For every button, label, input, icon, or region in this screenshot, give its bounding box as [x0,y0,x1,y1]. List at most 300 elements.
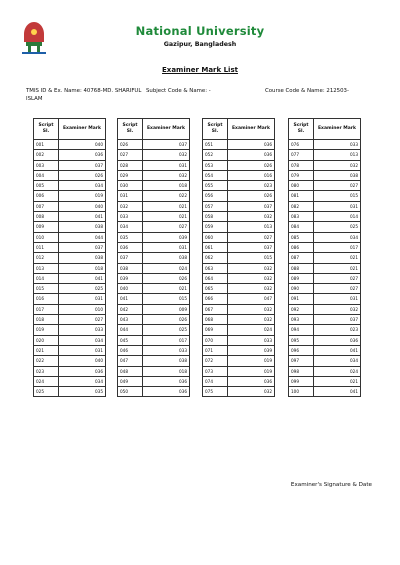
script-serial: 034 [118,222,143,232]
script-serial: 011 [34,242,59,252]
script-serial: 064 [203,273,228,283]
examiner-mark: 041 [314,345,361,355]
table-row [118,170,190,180]
examiner-mark: 015 [228,253,275,263]
examiner-mark: 009 [143,304,190,314]
table-row [118,212,190,222]
table-row [118,325,190,335]
script-column-header: Script Sl. [118,119,143,140]
examiner-mark: 036 [228,150,275,160]
examiner-mark: 027 [314,273,361,283]
examiner-mark: 034 [59,376,106,386]
script-serial: 045 [118,335,143,345]
script-serial: 028 [118,160,143,170]
table-row [118,366,190,376]
table-row [34,253,106,263]
examiner-mark: 032 [228,387,275,397]
script-serial: 098 [289,366,314,376]
examiner-mark: 021 [314,376,361,386]
examiner-mark: 037 [143,140,190,150]
table-row [34,325,106,335]
examiner-mark: 027 [143,222,190,232]
script-serial: 096 [289,345,314,355]
examiner-mark: 016 [228,170,275,180]
examiner-mark: 040 [59,201,106,211]
examiner-mark: 039 [143,232,190,242]
mark-table [202,118,275,397]
table-row [118,294,190,304]
table-row [203,315,275,325]
script-serial: 029 [118,170,143,180]
table-row [289,284,361,294]
script-serial: 059 [203,222,228,232]
examiner-mark: 033 [314,140,361,150]
subject-info: Subject Code & Name: - [146,88,211,94]
script-serial: 066 [203,294,228,304]
examiner-mark: 038 [143,356,190,366]
table-row [203,294,275,304]
script-serial: 014 [34,273,59,283]
examiner-mark: 026 [228,160,275,170]
examiner-mark: 038 [59,222,106,232]
table-row [289,304,361,314]
table-row [203,232,275,242]
examiner-mark: 038 [59,253,106,263]
script-serial: 043 [118,315,143,325]
examiner-mark: 032 [314,160,361,170]
script-serial: 092 [289,304,314,314]
table-row [289,181,361,191]
script-serial: 057 [203,201,228,211]
examiner-mark: 032 [228,273,275,283]
script-serial: 069 [203,325,228,335]
script-serial: 074 [203,376,228,386]
table-row [289,376,361,386]
table-row [203,284,275,294]
examiner-mark: 037 [59,160,106,170]
script-column-header: Script Sl. [289,119,314,140]
script-serial: 039 [118,273,143,283]
script-serial: 076 [289,140,314,150]
table-row [203,140,275,150]
examiner-mark: 033 [143,345,190,355]
script-serial: 061 [203,242,228,252]
script-serial: 032 [118,201,143,211]
examiner-mark: 036 [228,376,275,386]
table-row [118,253,190,263]
examiner-mark: 036 [59,366,106,376]
examiner-mark: 027 [314,181,361,191]
script-serial: 099 [289,376,314,386]
mark-table [288,118,361,397]
table-row [34,273,106,283]
script-serial: 001 [34,140,59,150]
script-serial: 046 [118,345,143,355]
table-row [118,376,190,386]
script-serial: 016 [34,294,59,304]
examiner-mark: 014 [314,212,361,222]
script-serial: 030 [118,181,143,191]
examiner-mark: 027 [59,315,106,325]
script-serial: 095 [289,335,314,345]
table-row [203,325,275,335]
script-serial: 002 [34,150,59,160]
examiner-mark: 032 [143,150,190,160]
table-row [203,150,275,160]
examiner-mark: 017 [314,242,361,252]
script-serial: 081 [289,191,314,201]
script-serial: 037 [118,253,143,263]
script-serial: 079 [289,170,314,180]
script-serial: 038 [118,263,143,273]
script-serial: 062 [203,253,228,263]
script-serial: 049 [118,376,143,386]
table-row [34,376,106,386]
examiner-mark: 032 [143,170,190,180]
examiner-mark: 013 [228,222,275,232]
script-serial: 047 [118,356,143,366]
table-row [118,304,190,314]
table-row [203,170,275,180]
course-info: Course Code & Name: 212503- [265,88,349,94]
table-row [289,242,361,252]
examiner-mark: 032 [228,284,275,294]
table-row [289,345,361,355]
table-row [203,160,275,170]
script-serial: 094 [289,325,314,335]
script-serial: 044 [118,325,143,335]
examiner-signature-label: Examiner's Signature & Date [290,482,372,488]
examiner-mark: 032 [228,315,275,325]
script-serial: 053 [203,160,228,170]
university-name: National University [135,24,265,38]
table-row [34,335,106,345]
examiner-mark: 015 [143,294,190,304]
examiner-mark: 040 [59,140,106,150]
script-serial: 027 [118,150,143,160]
mark-table [33,118,106,397]
script-serial: 048 [118,366,143,376]
script-serial: 031 [118,191,143,201]
script-serial: 004 [34,170,59,180]
examiner-mark: 023 [228,181,275,191]
table-row [289,366,361,376]
script-serial: 041 [118,294,143,304]
mark-column-header: Examiner Mark [228,119,275,140]
script-serial: 063 [203,263,228,273]
table-row [289,294,361,304]
examiner-info: TMIS ID & Ex. Name: 40768-MD. SHARIFUL ISLAM [26,88,142,102]
table-row [118,140,190,150]
table-row [118,181,190,191]
script-serial: 082 [289,201,314,211]
table-row [203,304,275,314]
table-row [118,315,190,325]
script-serial: 051 [203,140,228,150]
table-row [289,232,361,242]
examiner-mark: 036 [143,376,190,386]
script-serial: 052 [203,150,228,160]
script-serial: 080 [289,181,314,191]
examiner-mark: 038 [143,253,190,263]
table-row [289,315,361,325]
table-row [289,325,361,335]
examiner-mark: 032 [314,304,361,314]
script-serial: 036 [118,242,143,252]
table-row [118,222,190,232]
table-row [289,335,361,345]
examiner-mark: 010 [59,304,106,314]
script-serial: 026 [118,140,143,150]
table-row [34,315,106,325]
script-serial: 065 [203,284,228,294]
examiner-mark: 019 [228,366,275,376]
script-column-header: Script Sl. [203,119,228,140]
script-serial: 075 [203,387,228,397]
script-serial: 067 [203,304,228,314]
script-serial: 050 [118,387,143,397]
examiner-mark: 018 [143,366,190,376]
script-serial: 070 [203,335,228,345]
table-row [34,304,106,314]
table-row [289,191,361,201]
script-serial: 054 [203,170,228,180]
exam-info [26,88,376,106]
examiner-mark: 026 [143,315,190,325]
table-row [34,201,106,211]
table-row [289,150,361,160]
script-serial: 055 [203,181,228,191]
script-serial: 058 [203,212,228,222]
script-serial: 012 [34,253,59,263]
examiner-mark: 021 [143,212,190,222]
table-row [34,181,106,191]
examiner-mark: 033 [228,335,275,345]
script-serial: 019 [34,325,59,335]
table-row [203,263,275,273]
document-title: Examiner Mark List [162,66,238,74]
table-row [289,201,361,211]
table-row [203,335,275,345]
table-row [34,160,106,170]
examiner-mark: 032 [228,263,275,273]
table-row [118,160,190,170]
table-row [289,263,361,273]
table-row [118,335,190,345]
script-serial: 072 [203,356,228,366]
examiner-mark: 031 [314,201,361,211]
script-serial: 022 [34,356,59,366]
table-row [118,201,190,211]
examiner-mark: 024 [314,366,361,376]
table-row [289,170,361,180]
table-row [118,356,190,366]
script-serial: 068 [203,315,228,325]
script-serial: 009 [34,222,59,232]
examiner-mark: 022 [143,191,190,201]
examiner-mark: 036 [228,140,275,150]
table-row [34,232,106,242]
script-serial: 035 [118,232,143,242]
table-row [34,191,106,201]
examiner-mark: 021 [143,284,190,294]
script-serial: 071 [203,345,228,355]
script-serial: 091 [289,294,314,304]
mark-column-header: Examiner Mark [314,119,361,140]
script-column-header: Script Sl. [34,119,59,140]
script-serial: 020 [34,335,59,345]
table-row [34,366,106,376]
examiner-mark: 037 [59,242,106,252]
table-row [203,366,275,376]
examiner-mark: 040 [59,356,106,366]
table-row [118,263,190,273]
table-row [289,387,361,397]
examiner-mark: 036 [143,387,190,397]
examiner-mark: 026 [228,191,275,201]
examiner-mark: 019 [228,356,275,366]
table-row [118,232,190,242]
table-row [118,284,190,294]
table-row [203,191,275,201]
examiner-mark: 027 [314,284,361,294]
table-row [203,376,275,386]
script-serial: 042 [118,304,143,314]
table-row [203,222,275,232]
table-row [34,242,106,252]
table-row [34,222,106,232]
examiner-mark: 021 [143,201,190,211]
examiner-mark: 041 [59,273,106,283]
mark-column-header: Examiner Mark [143,119,190,140]
examiner-mark: 021 [314,263,361,273]
script-serial: 013 [34,263,59,273]
examiner-mark: 036 [59,150,106,160]
table-row [289,140,361,150]
script-serial: 097 [289,356,314,366]
script-serial: 090 [289,284,314,294]
table-row [118,242,190,252]
examiner-mark: 044 [59,232,106,242]
table-row [34,387,106,397]
script-serial: 040 [118,284,143,294]
examiner-mark: 025 [143,325,190,335]
examiner-mark: 024 [228,325,275,335]
script-serial: 087 [289,253,314,263]
examiner-mark: 039 [228,345,275,355]
table-row [203,253,275,263]
table-row [203,345,275,355]
table-row [34,140,106,150]
examiner-mark: 031 [143,160,190,170]
examiner-mark: 019 [59,191,106,201]
script-serial: 089 [289,273,314,283]
script-serial: 083 [289,212,314,222]
document-header [0,24,400,48]
script-serial: 023 [34,366,59,376]
examiner-mark: 021 [314,253,361,263]
table-row [289,273,361,283]
examiner-mark: 036 [314,335,361,345]
table-row [118,150,190,160]
script-serial: 018 [34,315,59,325]
script-serial: 056 [203,191,228,201]
table-row [203,212,275,222]
examiner-mark: 034 [59,335,106,345]
table-row [34,284,106,294]
table-row [203,201,275,211]
examiner-mark: 034 [314,232,361,242]
examiner-mark: 025 [314,222,361,232]
examiner-mark: 026 [143,273,190,283]
table-row [289,160,361,170]
script-serial: 021 [34,345,59,355]
mark-table [117,118,190,397]
script-serial: 060 [203,232,228,242]
table-row [203,356,275,366]
table-row [118,191,190,201]
script-serial: 084 [289,222,314,232]
table-row [203,273,275,283]
examiner-mark: 041 [59,212,106,222]
script-serial: 003 [34,160,59,170]
table-row [34,150,106,160]
script-serial: 093 [289,315,314,325]
table-row [34,263,106,273]
script-serial: 078 [289,160,314,170]
script-serial: 086 [289,242,314,252]
examiner-mark: 037 [314,315,361,325]
script-serial: 008 [34,212,59,222]
examiner-mark: 032 [228,212,275,222]
script-serial: 088 [289,263,314,273]
examiner-mark: 026 [59,170,106,180]
table-row [34,170,106,180]
table-row [118,387,190,397]
script-serial: 007 [34,201,59,211]
examiner-mark: 035 [59,387,106,397]
script-serial: 073 [203,366,228,376]
script-serial: 006 [34,191,59,201]
script-serial: 024 [34,376,59,386]
script-serial: 033 [118,212,143,222]
table-row [289,253,361,263]
script-serial: 010 [34,232,59,242]
examiner-mark: 031 [314,294,361,304]
table-row [203,242,275,252]
script-serial: 015 [34,284,59,294]
table-row [34,294,106,304]
table-row [34,212,106,222]
examiner-mark: 013 [314,150,361,160]
examiner-mark: 034 [314,356,361,366]
table-row [289,356,361,366]
table-row [118,273,190,283]
table-row [34,345,106,355]
table-row [203,387,275,397]
script-serial: 100 [289,387,314,397]
examiner-mark: 024 [143,263,190,273]
script-serial: 017 [34,304,59,314]
examiner-mark: 031 [59,294,106,304]
examiner-mark: 018 [59,263,106,273]
examiner-mark: 047 [228,294,275,304]
examiner-mark: 038 [314,170,361,180]
university-address: Gazipur, Bangladesh [163,41,237,48]
examiner-mark: 017 [143,335,190,345]
examiner-mark: 015 [314,191,361,201]
examiner-mark: 018 [143,181,190,191]
